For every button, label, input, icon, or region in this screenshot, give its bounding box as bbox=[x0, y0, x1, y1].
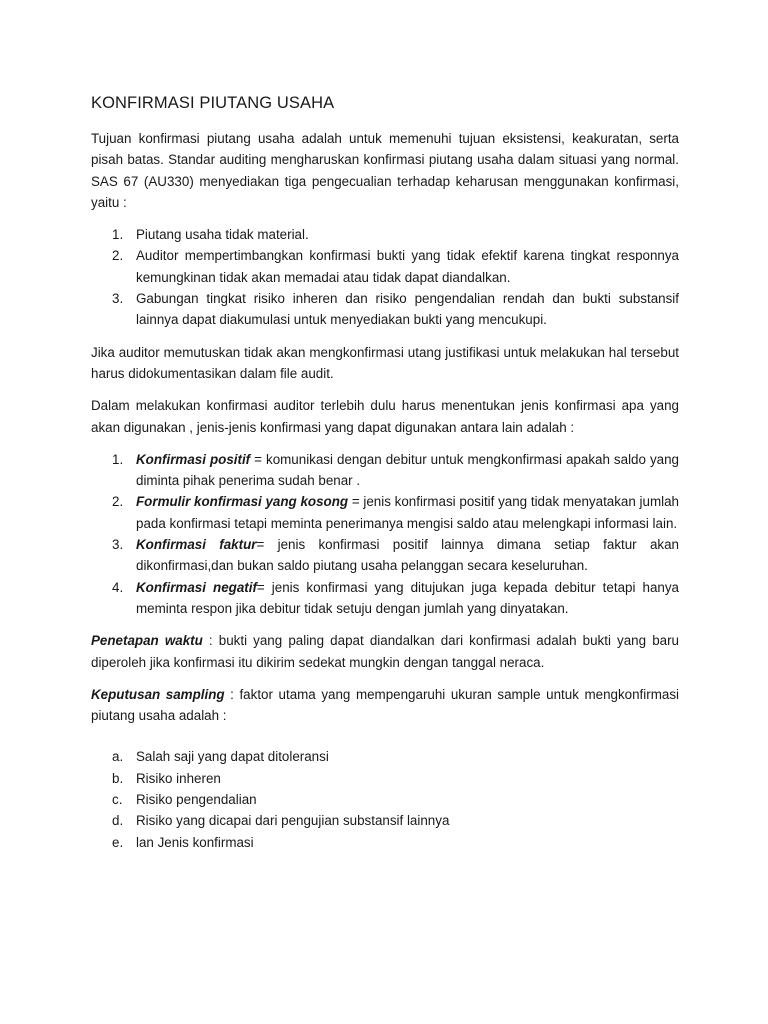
list-item bbox=[91, 789, 679, 810]
list-marker: 4. bbox=[112, 579, 124, 595]
justification-paragraph: Jika auditor memutuskan tidak akan mengkonfirmasi utang justifikasi untuk melakukan hal tersebut harus didokumentasikan dalam file audit. bbox=[91, 344, 679, 381]
confirmation-types-list bbox=[91, 449, 679, 619]
list-item-text: = jenis konfirmasi positif yang tidak menyatakan jumlah pada konfirmasi tetapi meminta penerimanya mengisi saldo atau melengkapi informasi lain. bbox=[136, 494, 679, 531]
list-item-text: Risiko inheren bbox=[136, 770, 221, 786]
list-item bbox=[91, 534, 679, 577]
list-item bbox=[91, 832, 679, 853]
term-label: Konfirmasi faktur bbox=[136, 537, 257, 553]
list-marker: 3. bbox=[112, 537, 124, 553]
list-item-text: Risiko yang dicapai dari pengujian substansif lainnya bbox=[136, 813, 450, 829]
list-item bbox=[91, 746, 679, 767]
list-item-text: Auditor mempertimbangkan konfirmasi bukti yang tidak efektif karena tingkat responnya kemungkinan tidak akan memadai atau tidak dapat diandalkan. bbox=[136, 248, 679, 285]
page-title: KONFIRMASI PIUTANG USAHA bbox=[91, 94, 335, 112]
list-item bbox=[91, 810, 679, 831]
term-label: Konfirmasi negatif bbox=[136, 579, 257, 595]
document-page bbox=[91, 92, 679, 864]
list-marker: d. bbox=[112, 813, 124, 829]
list-item bbox=[91, 577, 679, 620]
paragraph-text: : faktor utama yang mempengaruhi ukuran sample untuk mengkonfirmasi piutang usaha adalah : bbox=[91, 686, 679, 724]
term-label: Formulir konfirmasi yang kosong bbox=[136, 494, 349, 510]
list-marker: 1. bbox=[112, 227, 124, 243]
list-marker: 2. bbox=[112, 494, 124, 510]
list-item-text: = komunikasi dengan debitur untuk mengkonfirmasi apakah saldo yang diminta pihak penerima sudah benar . bbox=[136, 451, 680, 489]
list-item bbox=[91, 288, 679, 331]
sampling-factors-list bbox=[91, 746, 679, 852]
list-marker: a. bbox=[112, 749, 124, 765]
list-marker: 3. bbox=[112, 291, 124, 307]
list-marker: 1. bbox=[112, 451, 124, 467]
list-item bbox=[91, 768, 679, 789]
list-marker: 2. bbox=[112, 248, 124, 264]
list-item-text: Salah saji yang dapat ditoleransi bbox=[136, 749, 329, 765]
exceptions-list bbox=[91, 224, 679, 330]
sampling-paragraph bbox=[91, 684, 679, 727]
term-label: Konfirmasi positif bbox=[136, 451, 251, 467]
term-label: Penetapan waktu bbox=[91, 633, 203, 649]
list-item-text: Piutang usaha tidak material. bbox=[136, 227, 309, 243]
list-marker: e. bbox=[112, 834, 124, 850]
list-item bbox=[91, 224, 679, 245]
list-item-text: lan Jenis konfirmasi bbox=[136, 834, 254, 850]
list-marker: c. bbox=[112, 792, 123, 808]
list-item-text: = jenis konfirmasi positif lainnya dimana setiap faktur akan dikonfirmasi,dan bukan saldo piutang usaha pelanggan secara keseluruhan. bbox=[136, 537, 679, 574]
list-item-text: Risiko pengendalian bbox=[136, 792, 257, 808]
list-item bbox=[91, 449, 679, 492]
paragraph-text: : bukti yang paling dapat diandalkan dari konfirmasi adalah bukti yang baru diperoleh jika konfirmasi itu dikirim sedekat mungkin dengan tanggal neraca. bbox=[91, 633, 680, 670]
timing-paragraph bbox=[91, 630, 679, 673]
intro-paragraph: Tujuan konfirmasi piutang usaha adalah untuk memenuhi tujuan eksistensi, keakuratan, serta pisah batas. Standar auditing mengharuskan konfirmasi piutang usaha dalam situasi yang normal. SAS 67 (AU330) menyediakan tiga pengecualian terhadap keharusan menggunakan konfirmasi, yaitu : bbox=[91, 131, 679, 210]
list-marker: b. bbox=[112, 770, 124, 786]
list-item-text: = jenis konfirmasi yang ditujukan juga kepada debitur tetapi hanya meminta respon jika debitur tidak setuju dengan jumlah yang dinyatakan. bbox=[136, 579, 679, 616]
list-item bbox=[91, 491, 679, 534]
term-label: Keputusan sampling bbox=[91, 686, 225, 702]
list-item bbox=[91, 245, 679, 288]
list-item-text: Gabungan tingkat risiko inheren dan risiko pengendalian rendah dan bukti substansif lainnya dapat diakumulasi untuk menyediakan bukti yang mencukupi. bbox=[136, 291, 679, 328]
types-intro-paragraph: Dalam melakukan konfirmasi auditor terlebih dulu harus menentukan jenis konfirmasi apa yang akan digunakan , jenis-jenis konfirmasi yang dapat digunakan antara lain adalah : bbox=[91, 398, 679, 435]
